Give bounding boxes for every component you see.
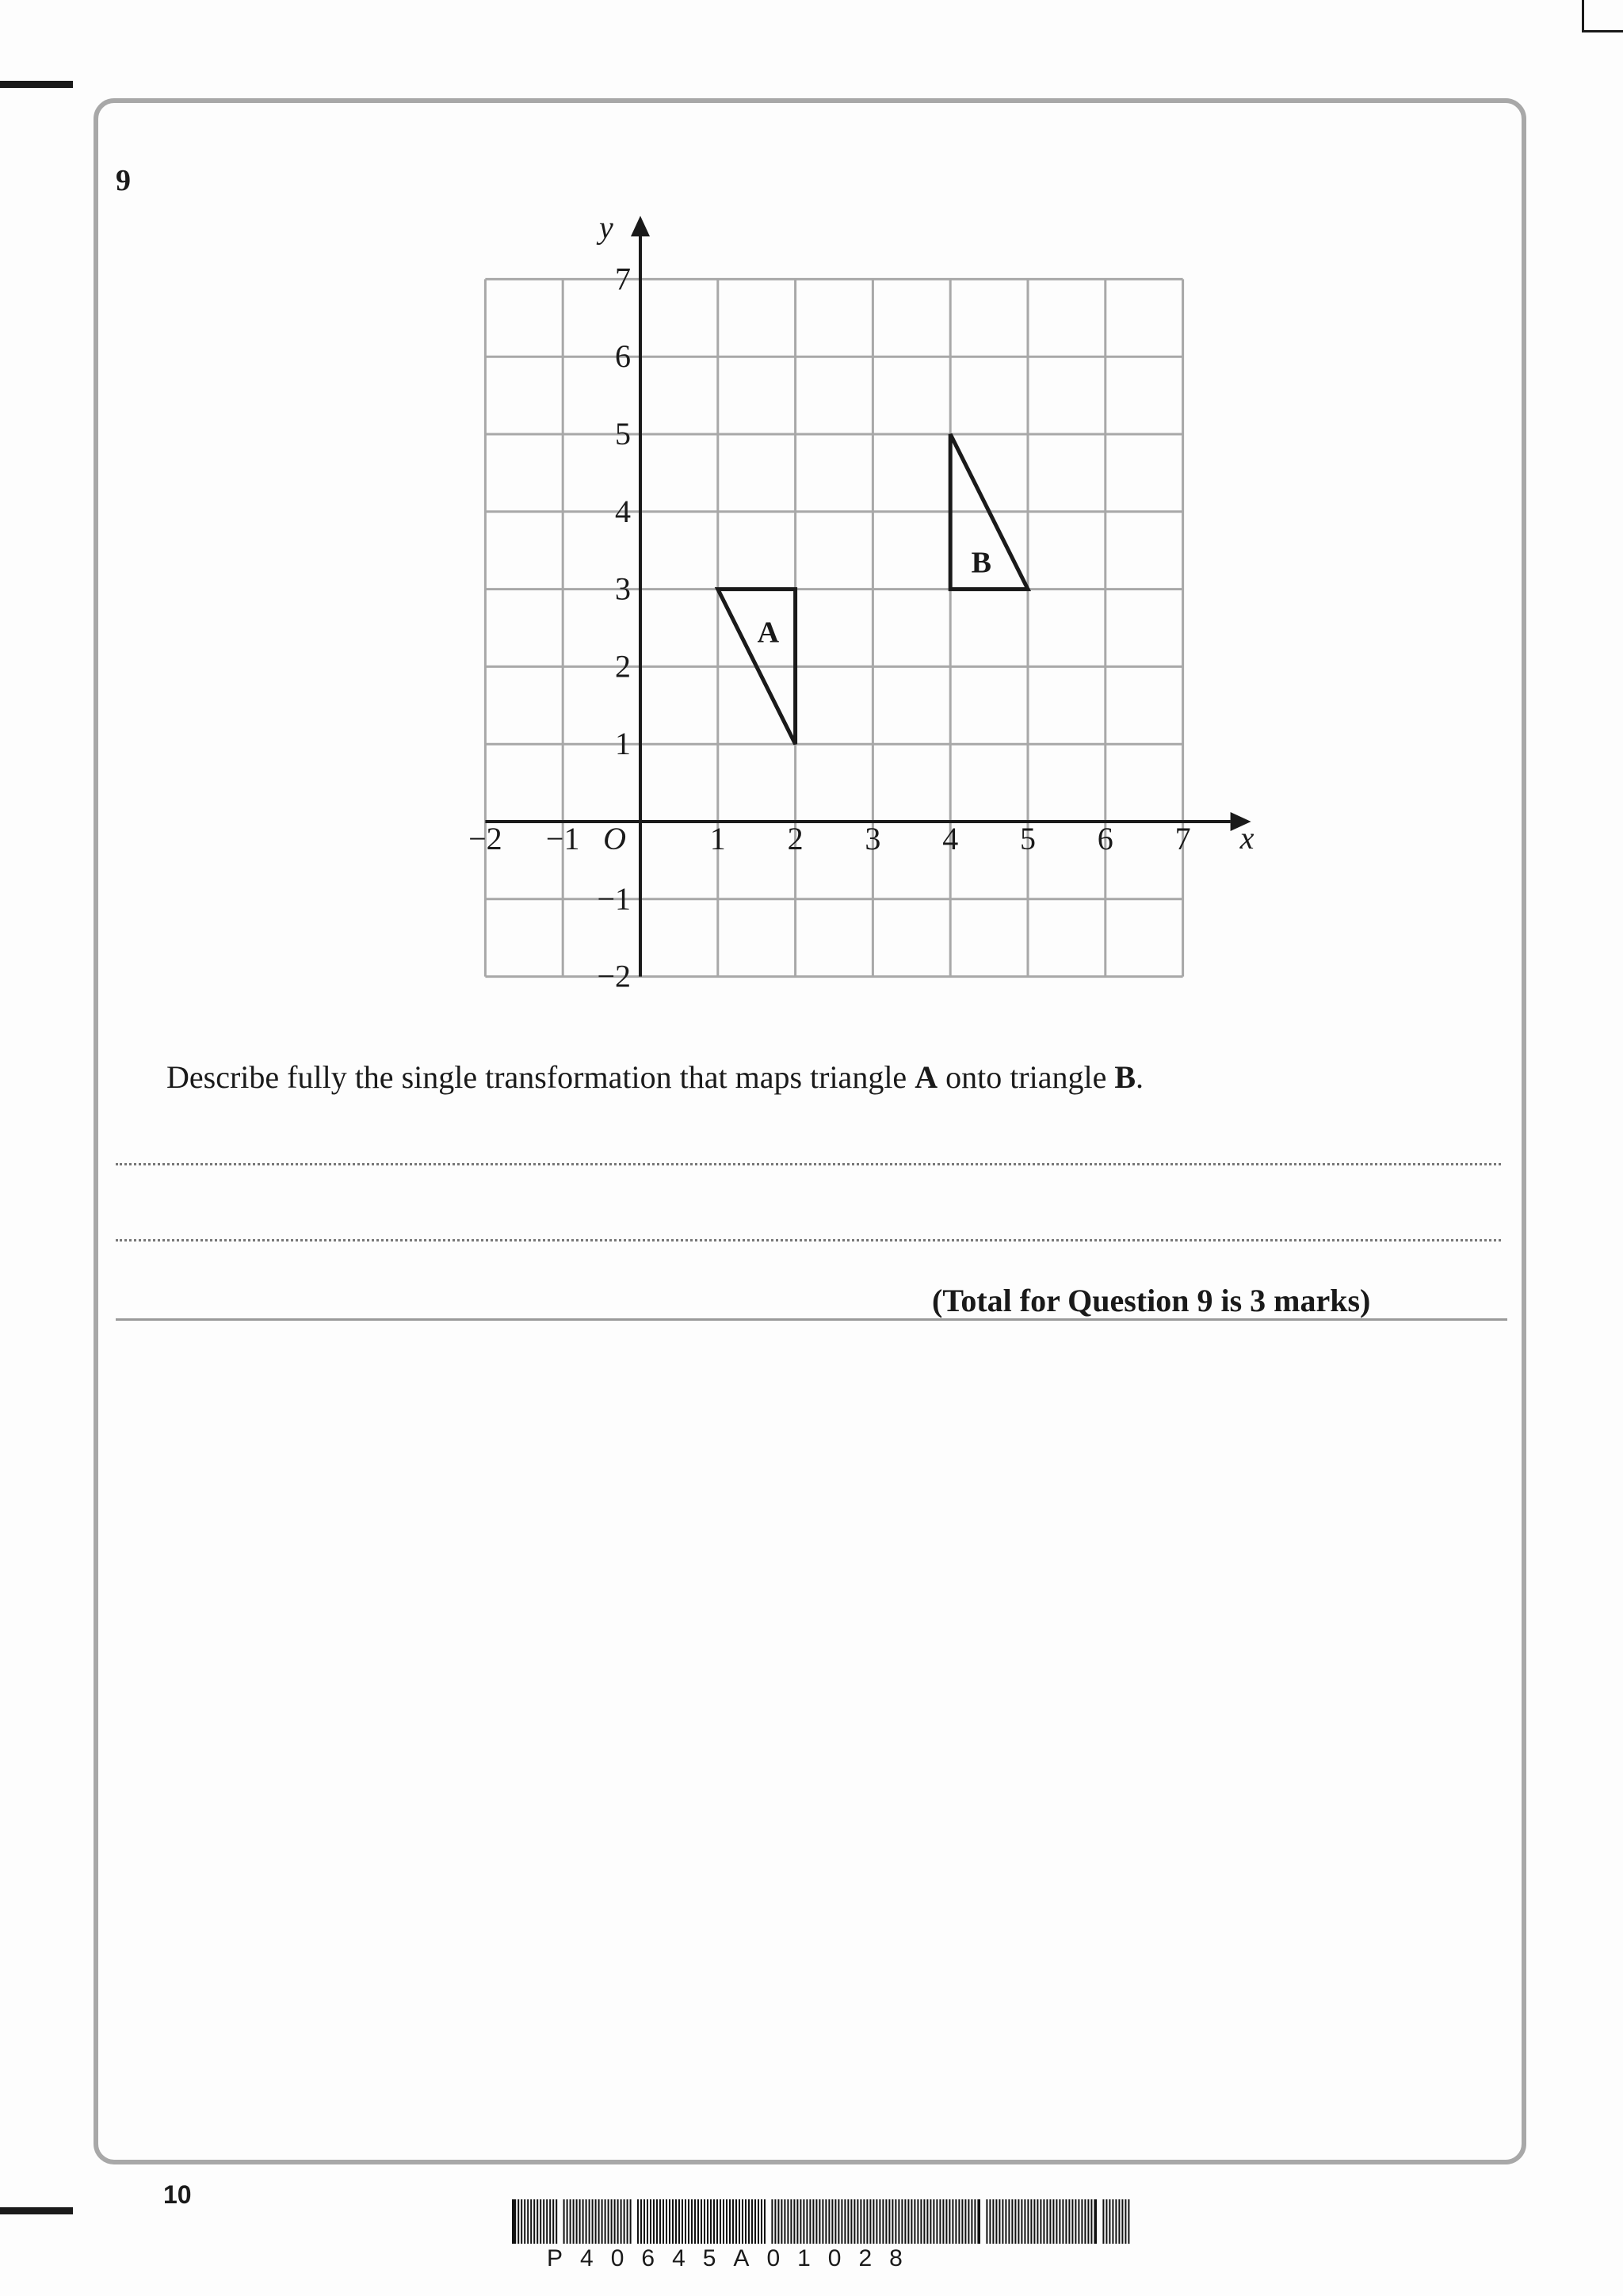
coordinate-grid-chart: [0, 0, 1623, 1030]
answer-line-2[interactable]: [116, 1239, 1501, 1241]
x-tick-label: 2: [787, 821, 804, 856]
y-tick-label: 6: [615, 338, 631, 375]
triangle-label-a: A: [757, 616, 780, 650]
question-prompt: [166, 1058, 1144, 1096]
x-tick-label: 5: [1020, 821, 1036, 856]
y-tick-label: 1: [615, 726, 631, 762]
y-tick-label: 2: [615, 648, 631, 685]
x-tick-label: 6: [1097, 821, 1113, 856]
prompt-text-3: .: [1136, 1059, 1144, 1095]
y-tick-label: 3: [615, 570, 631, 607]
x-tick-label: −2: [468, 821, 502, 856]
question-number: 9: [116, 164, 131, 197]
y-axis-arrow: [631, 215, 650, 236]
page-number: 10: [163, 2180, 192, 2209]
x-tick-label: 7: [1174, 821, 1191, 856]
prompt-shape-a: A: [915, 1059, 938, 1095]
y-tick-label: 4: [615, 493, 631, 529]
question-end-rule: [116, 1318, 1507, 1321]
answer-line-1[interactable]: [116, 1163, 1501, 1165]
y-tick-label: 7: [615, 261, 631, 297]
y-tick-label: −1: [597, 880, 631, 917]
x-tick-label: 4: [942, 821, 959, 856]
y-axis-label: y: [599, 209, 613, 246]
y-tick-label: −2: [597, 958, 631, 994]
origin-label: O: [603, 821, 626, 856]
x-axis-label: x: [1239, 820, 1254, 856]
barcode: [512, 2199, 1130, 2244]
prompt-text-2: onto triangle: [938, 1059, 1115, 1095]
x-tick-label: 3: [865, 821, 881, 856]
x-tick-label: −1: [545, 821, 580, 856]
triangle-label-b: B: [971, 546, 991, 580]
total-marks: (Total for Question 9 is 3 marks): [932, 1283, 1371, 1318]
prompt-text-1: Describe fully the single transformation that maps triangle: [166, 1059, 915, 1095]
x-tick-label: 1: [709, 821, 726, 856]
y-tick-label: 5: [615, 416, 631, 452]
prompt-shape-b: B: [1114, 1059, 1136, 1095]
crop-mark-bottom-left: [0, 2207, 73, 2214]
barcode-text: P40645A01028: [547, 2245, 920, 2271]
